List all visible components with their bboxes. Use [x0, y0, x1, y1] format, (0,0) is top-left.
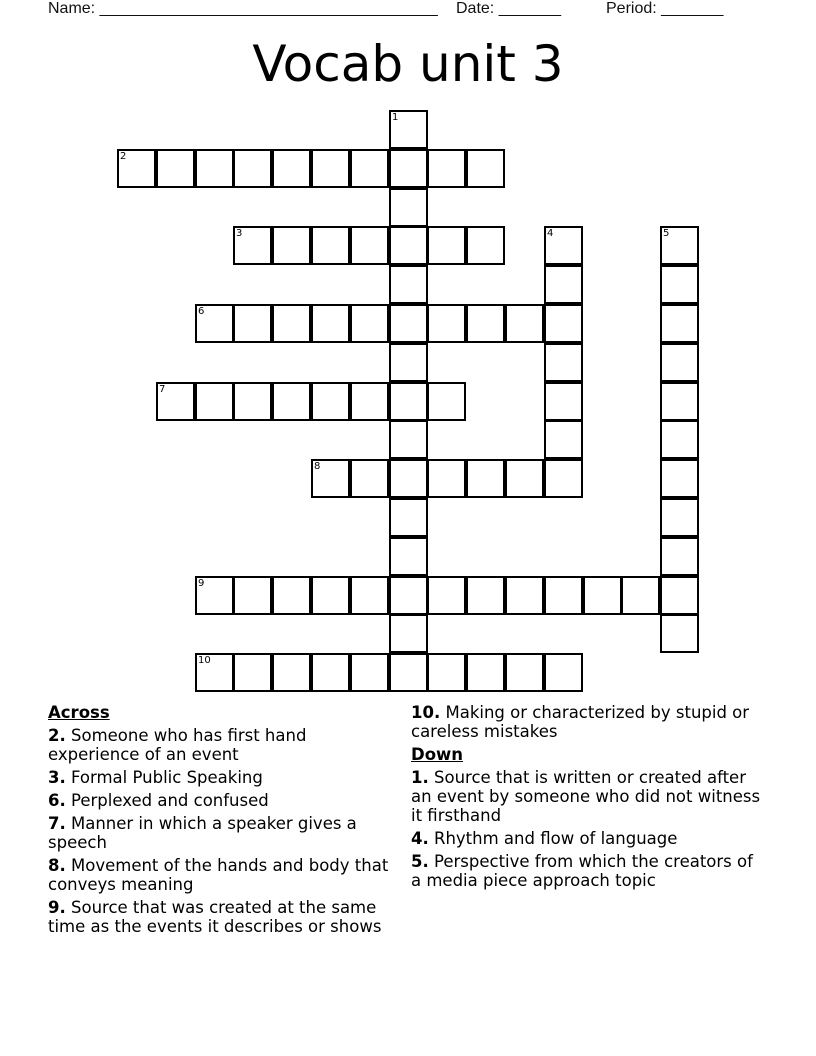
crossword-cell[interactable]: [544, 576, 583, 615]
crossword-cell[interactable]: [272, 382, 311, 421]
crossword-cell[interactable]: [660, 459, 699, 498]
crossword-cell[interactable]: [389, 537, 428, 576]
crossword-cell[interactable]: [272, 149, 311, 188]
crossword-cell[interactable]: [544, 459, 583, 498]
crossword-cell[interactable]: [544, 420, 583, 459]
clue-across-10: 10. Making or characterized by stupid or careless mistakes: [411, 703, 750, 741]
crossword-cell[interactable]: [427, 459, 466, 498]
crossword-cell[interactable]: [389, 149, 428, 188]
crossword-cell[interactable]: [389, 188, 428, 227]
crossword-cell[interactable]: [427, 653, 466, 692]
crossword-cell[interactable]: [660, 226, 699, 265]
crossword-cell[interactable]: [195, 304, 234, 343]
crossword-cell[interactable]: [311, 653, 350, 692]
crossword-cell[interactable]: [350, 653, 389, 692]
cell-number: 10: [198, 655, 211, 666]
crossword-cell[interactable]: [505, 304, 544, 343]
crossword-cell[interactable]: [272, 226, 311, 265]
clue-across-2: 2. Someone who has first hand experience of an event: [48, 726, 307, 764]
crossword-cell[interactable]: [195, 653, 234, 692]
crossword-cell[interactable]: [350, 459, 389, 498]
crossword-cell[interactable]: [389, 265, 428, 304]
crossword-cell[interactable]: [233, 382, 272, 421]
clue-across-9: 9. Source that was created at the same time as the events it describes or shows: [48, 898, 382, 936]
crossword-cell[interactable]: [389, 576, 428, 615]
crossword-cell[interactable]: [233, 149, 272, 188]
crossword-cell[interactable]: [466, 459, 505, 498]
crossword-cell[interactable]: [660, 343, 699, 382]
clue-across-8: 8. Movement of the hands and body that conveys meaning: [48, 856, 389, 894]
name-field[interactable]: Name: ______________________________________: [48, 0, 438, 17]
crossword-cell[interactable]: [311, 382, 350, 421]
crossword-cell[interactable]: [117, 149, 156, 188]
crossword-cell[interactable]: [427, 382, 466, 421]
crossword-cell[interactable]: [466, 576, 505, 615]
crossword-cell[interactable]: [660, 382, 699, 421]
clue-across-3: 3. Formal Public Speaking: [48, 768, 263, 787]
crossword-cell[interactable]: [660, 498, 699, 537]
crossword-cell[interactable]: [233, 576, 272, 615]
crossword-cell[interactable]: [544, 653, 583, 692]
crossword-cell[interactable]: [233, 226, 272, 265]
cell-number: 2: [120, 151, 127, 162]
cell-number: 4: [547, 228, 554, 239]
crossword-cell[interactable]: [660, 576, 699, 615]
crossword-cell[interactable]: [544, 343, 583, 382]
crossword-cell[interactable]: [311, 576, 350, 615]
crossword-cell[interactable]: [350, 576, 389, 615]
crossword-cell[interactable]: [544, 226, 583, 265]
cell-number: 6: [198, 306, 205, 317]
date-field[interactable]: Date: _______: [456, 0, 561, 17]
crossword-cell[interactable]: [427, 226, 466, 265]
cell-number: 5: [663, 228, 670, 239]
cell-number: 7: [159, 384, 166, 395]
crossword-cell[interactable]: [389, 110, 428, 149]
clue-across-6: 6. Perplexed and confused: [48, 791, 269, 810]
crossword-cell[interactable]: [311, 226, 350, 265]
crossword-cell[interactable]: [350, 382, 389, 421]
crossword-cell[interactable]: [505, 576, 544, 615]
crossword-cell[interactable]: [195, 149, 234, 188]
crossword-cell[interactable]: [389, 304, 428, 343]
crossword-cell[interactable]: [233, 304, 272, 343]
crossword-cell[interactable]: [195, 576, 234, 615]
cell-number: 1: [392, 112, 399, 123]
clue-across-7: 7. Manner in which a speaker gives a speech: [48, 814, 357, 852]
crossword-cell[interactable]: [389, 382, 428, 421]
crossword-cell[interactable]: [621, 576, 660, 615]
crossword-cell[interactable]: [505, 459, 544, 498]
crossword-cell[interactable]: [389, 343, 428, 382]
cell-number: 9: [198, 578, 205, 589]
crossword-cell[interactable]: [660, 537, 699, 576]
crossword-cell[interactable]: [544, 382, 583, 421]
crossword-cell[interactable]: [660, 304, 699, 343]
crossword-cell[interactable]: [466, 149, 505, 188]
cell-number: 8: [314, 461, 321, 472]
crossword-cell[interactable]: [311, 459, 350, 498]
crossword-cell[interactable]: [389, 420, 428, 459]
crossword-cell[interactable]: [272, 304, 311, 343]
crossword-cell[interactable]: [350, 149, 389, 188]
crossword-cell[interactable]: [427, 304, 466, 343]
crossword-cell[interactable]: [195, 382, 234, 421]
clue-down-4: 4. Rhythm and flow of language: [411, 829, 678, 848]
crossword-cell[interactable]: [660, 420, 699, 459]
crossword-cell[interactable]: [156, 382, 195, 421]
header: [48, 0, 768, 20]
period-field[interactable]: Period: _______: [606, 0, 724, 17]
crossword-cell[interactable]: [583, 576, 622, 615]
crossword-cell[interactable]: [233, 653, 272, 692]
crossword-cell[interactable]: [156, 149, 195, 188]
crossword-cell[interactable]: [389, 498, 428, 537]
crossword-cell[interactable]: [389, 614, 428, 653]
crossword-cell[interactable]: [660, 265, 699, 304]
crossword-cell[interactable]: [505, 653, 544, 692]
crossword-cell[interactable]: [389, 653, 428, 692]
crossword-cell[interactable]: [311, 304, 350, 343]
crossword-cell[interactable]: [466, 653, 505, 692]
crossword-cell[interactable]: [311, 149, 350, 188]
clue-down-5: 5. Perspective from which the creators of a media piece approach topic: [411, 852, 753, 890]
crossword-cell[interactable]: [466, 304, 505, 343]
clues-left-column: [48, 703, 398, 940]
cell-number: 3: [236, 228, 243, 239]
crossword-cell[interactable]: [272, 653, 311, 692]
crossword-cell[interactable]: [272, 576, 311, 615]
across-heading: Across: [48, 703, 110, 722]
crossword-cell[interactable]: [544, 265, 583, 304]
crossword-cell[interactable]: [427, 576, 466, 615]
page-title: Vocab unit 3: [252, 35, 564, 93]
crossword-cell[interactable]: [350, 304, 389, 343]
down-heading: Down: [411, 745, 464, 764]
crossword-cell[interactable]: [427, 149, 466, 188]
clue-down-1: 1. Source that is written or created after an event by someone who did not witness it firsthand: [411, 768, 761, 825]
clues-right-column: [411, 703, 761, 894]
crossword-cell[interactable]: [466, 226, 505, 265]
crossword-cell[interactable]: [660, 614, 699, 653]
crossword-cell[interactable]: [389, 226, 428, 265]
crossword-cell[interactable]: [389, 459, 428, 498]
crossword-cell[interactable]: [350, 226, 389, 265]
crossword-cell[interactable]: [544, 304, 583, 343]
